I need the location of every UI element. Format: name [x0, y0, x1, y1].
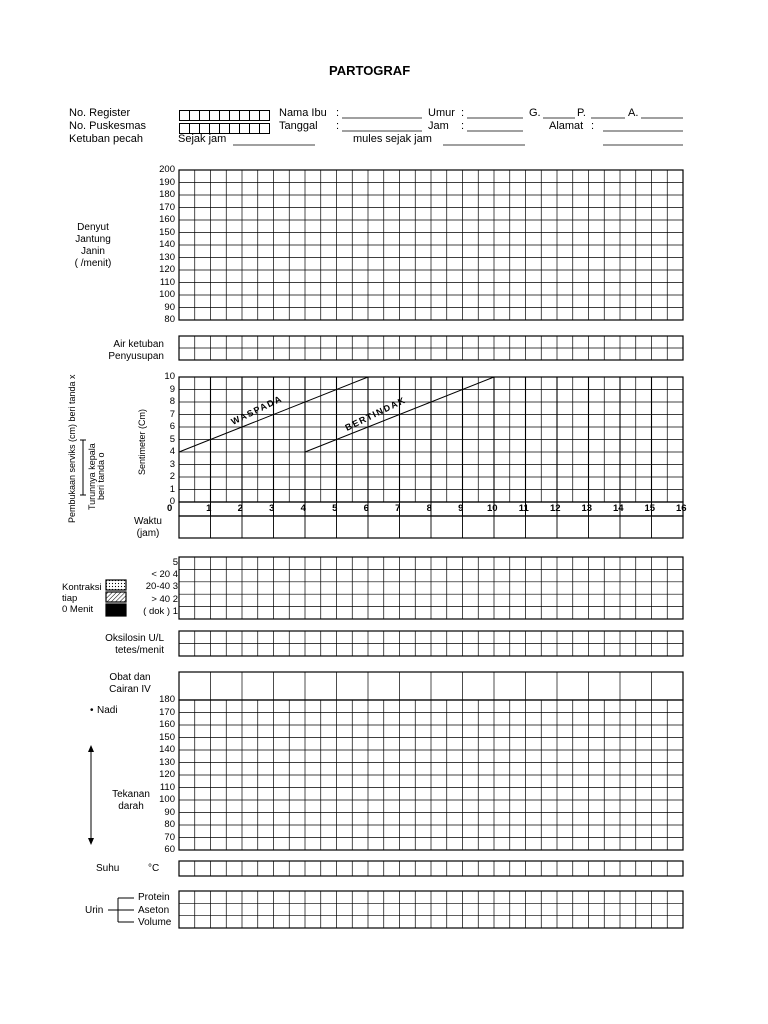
kontraksi-tick: > 40 2 — [151, 593, 178, 605]
sejak-jam-label: Sejak jam — [178, 133, 227, 145]
hour-label: 2 — [237, 503, 243, 514]
nama-ibu-label: Nama Ibu — [279, 107, 327, 119]
cervix-tick: 5 — [169, 433, 175, 445]
legend-dots — [106, 580, 126, 590]
hour-label: 7 — [395, 503, 401, 514]
djj-tick: 140 — [159, 239, 175, 250]
nama-ibu-colon: : — [336, 107, 340, 119]
tetes-menit-label: tetes/menit — [115, 645, 164, 656]
kontraksi-tick: ( dok ) 1 — [143, 605, 178, 617]
hour-label: 16 — [675, 503, 687, 514]
nadi-tick: 60 — [164, 844, 175, 855]
kontraksi-tick: 20-40 3 — [145, 581, 178, 593]
djj-tick: 200 — [159, 164, 175, 175]
td-arrow-head — [88, 745, 94, 752]
sentimeter-label: Sentimeter (Cm) — [137, 408, 147, 475]
ketuban-pecah-label: Ketuban pecah — [69, 133, 144, 145]
djj-tick: 170 — [159, 201, 175, 213]
djj-tick: 80 — [164, 314, 175, 325]
hour-label: 3 — [269, 503, 275, 514]
hour-label: 9 — [458, 503, 464, 514]
jam-colon: : — [461, 120, 465, 132]
djj-tick: 180 — [159, 189, 175, 200]
bertindak-text: BERTINDAK — [343, 394, 408, 433]
alamat-colon: : — [591, 120, 595, 132]
cervix-tick: 6 — [169, 421, 175, 432]
nadi-tick: 100 — [159, 794, 175, 805]
nadi-tick: 70 — [164, 831, 175, 843]
p-label: P. — [577, 107, 586, 119]
nadi-label: Nadi — [97, 705, 118, 716]
alamat-label: Alamat — [549, 120, 584, 132]
nadi-tick: 180 — [159, 694, 175, 705]
djj-tick: 110 — [159, 276, 175, 288]
hour-label: 11 — [518, 503, 529, 514]
nadi-tick: 160 — [159, 719, 175, 730]
legend-solid — [106, 604, 126, 616]
cervix-tick: 10 — [164, 371, 175, 382]
turunnya-kepala-label: Turunnya kepala — [87, 443, 97, 510]
djj-label-line: Denyut — [77, 222, 109, 233]
nadi-tick: 130 — [159, 756, 175, 768]
cairan-iv-label: Cairan IV — [109, 684, 151, 695]
hour-label: 12 — [549, 503, 561, 514]
hour-label: 1 — [206, 503, 212, 514]
cervix-tick: 4 — [169, 446, 175, 457]
waspada-text: WASPADA — [229, 393, 285, 427]
nadi-tick: 120 — [159, 769, 175, 780]
hour-label: 15 — [644, 503, 656, 514]
cervix-tick: 3 — [169, 458, 175, 470]
no-puskesmas-label: No. Puskesmas — [69, 120, 147, 132]
penyusupan-label: Penyusupan — [108, 351, 164, 362]
hour-zero: 0 — [167, 503, 173, 514]
umur-colon: : — [461, 107, 465, 119]
nadi-tick: 150 — [159, 731, 175, 743]
tanggal-label: Tanggal — [279, 120, 318, 132]
hour-label: 6 — [363, 503, 369, 514]
urin-aseton: Aseton — [138, 905, 170, 916]
kontraksi-tick: < 20 4 — [151, 569, 178, 581]
tanggal-colon: : — [336, 120, 340, 132]
hour-label: 14 — [612, 503, 624, 514]
no-register-label: No. Register — [69, 107, 131, 119]
nadi-bullet: • — [90, 705, 94, 716]
legend-stripes — [106, 592, 126, 602]
kontraksi-tick: 5 — [172, 557, 178, 568]
nadi-tick: 170 — [159, 706, 175, 718]
djj-label-line: Jantung — [75, 234, 111, 245]
cervix-tick: 9 — [169, 383, 175, 395]
cervix-tick: 0 — [169, 496, 175, 507]
nadi-tick: 110 — [159, 781, 175, 793]
nadi-tick: 80 — [164, 819, 175, 830]
cervix-tick: 1 — [169, 483, 175, 495]
hour-label: 4 — [300, 503, 306, 514]
cervix-tick: 7 — [169, 408, 175, 420]
nadi-tick: 140 — [159, 744, 175, 755]
umur-label: Umur — [428, 107, 455, 119]
beri-tanda-o-label: beri tanda o — [96, 452, 106, 500]
urin-label: Urin — [85, 905, 104, 916]
djj-label-line: Janin — [81, 246, 105, 257]
oksitosin-label: Oksilosin U/L — [105, 633, 164, 644]
djj-unit: ( /menit) — [74, 258, 112, 269]
djj-tick: 100 — [159, 289, 175, 300]
hour-label: 10 — [486, 503, 498, 514]
suhu-unit: °C — [148, 863, 160, 874]
td-arrow-head — [88, 838, 94, 845]
djj-tick: 190 — [159, 176, 175, 188]
kontraksi-line: tiap — [62, 593, 78, 604]
djj-tick: 130 — [159, 251, 175, 263]
urin-volume: Volume — [138, 917, 172, 928]
hour-label: 5 — [332, 503, 338, 514]
djj-tick: 160 — [159, 214, 175, 225]
jam-label: Jam — [428, 120, 449, 132]
page-title: PARTOGRAF — [329, 63, 411, 78]
waktu-text: Waktu — [134, 516, 162, 527]
djj-tick: 120 — [159, 264, 175, 275]
darah-text: darah — [118, 801, 144, 812]
mules-sejak-jam-label: mules sejak jam — [353, 133, 432, 145]
cervix-tick: 2 — [169, 471, 175, 482]
djj-tick: 150 — [159, 226, 175, 238]
djj-tick: 90 — [164, 301, 175, 313]
cervix-tick: 8 — [169, 396, 175, 407]
nadi-tick: 90 — [164, 806, 175, 818]
hour-label: 8 — [426, 503, 432, 514]
a-label: A. — [628, 107, 639, 119]
obat-label: Obat dan — [109, 672, 151, 683]
jam-text: (jam) — [136, 528, 160, 539]
pembukaan-serviks-label: Pembukaan serviks (cm) beri tanda x — [67, 374, 77, 523]
hour-label: 13 — [581, 503, 593, 514]
air-ketuban-label: Air ketuban — [113, 339, 164, 350]
urin-protein: Protein — [138, 892, 170, 903]
kontraksi-line: 0 Menit — [62, 604, 94, 615]
kontraksi-line: Kontraksi — [62, 582, 102, 593]
suhu-label: Suhu — [96, 863, 120, 874]
tekanan-text: Tekanan — [112, 789, 150, 800]
g-label: G. — [529, 107, 541, 119]
